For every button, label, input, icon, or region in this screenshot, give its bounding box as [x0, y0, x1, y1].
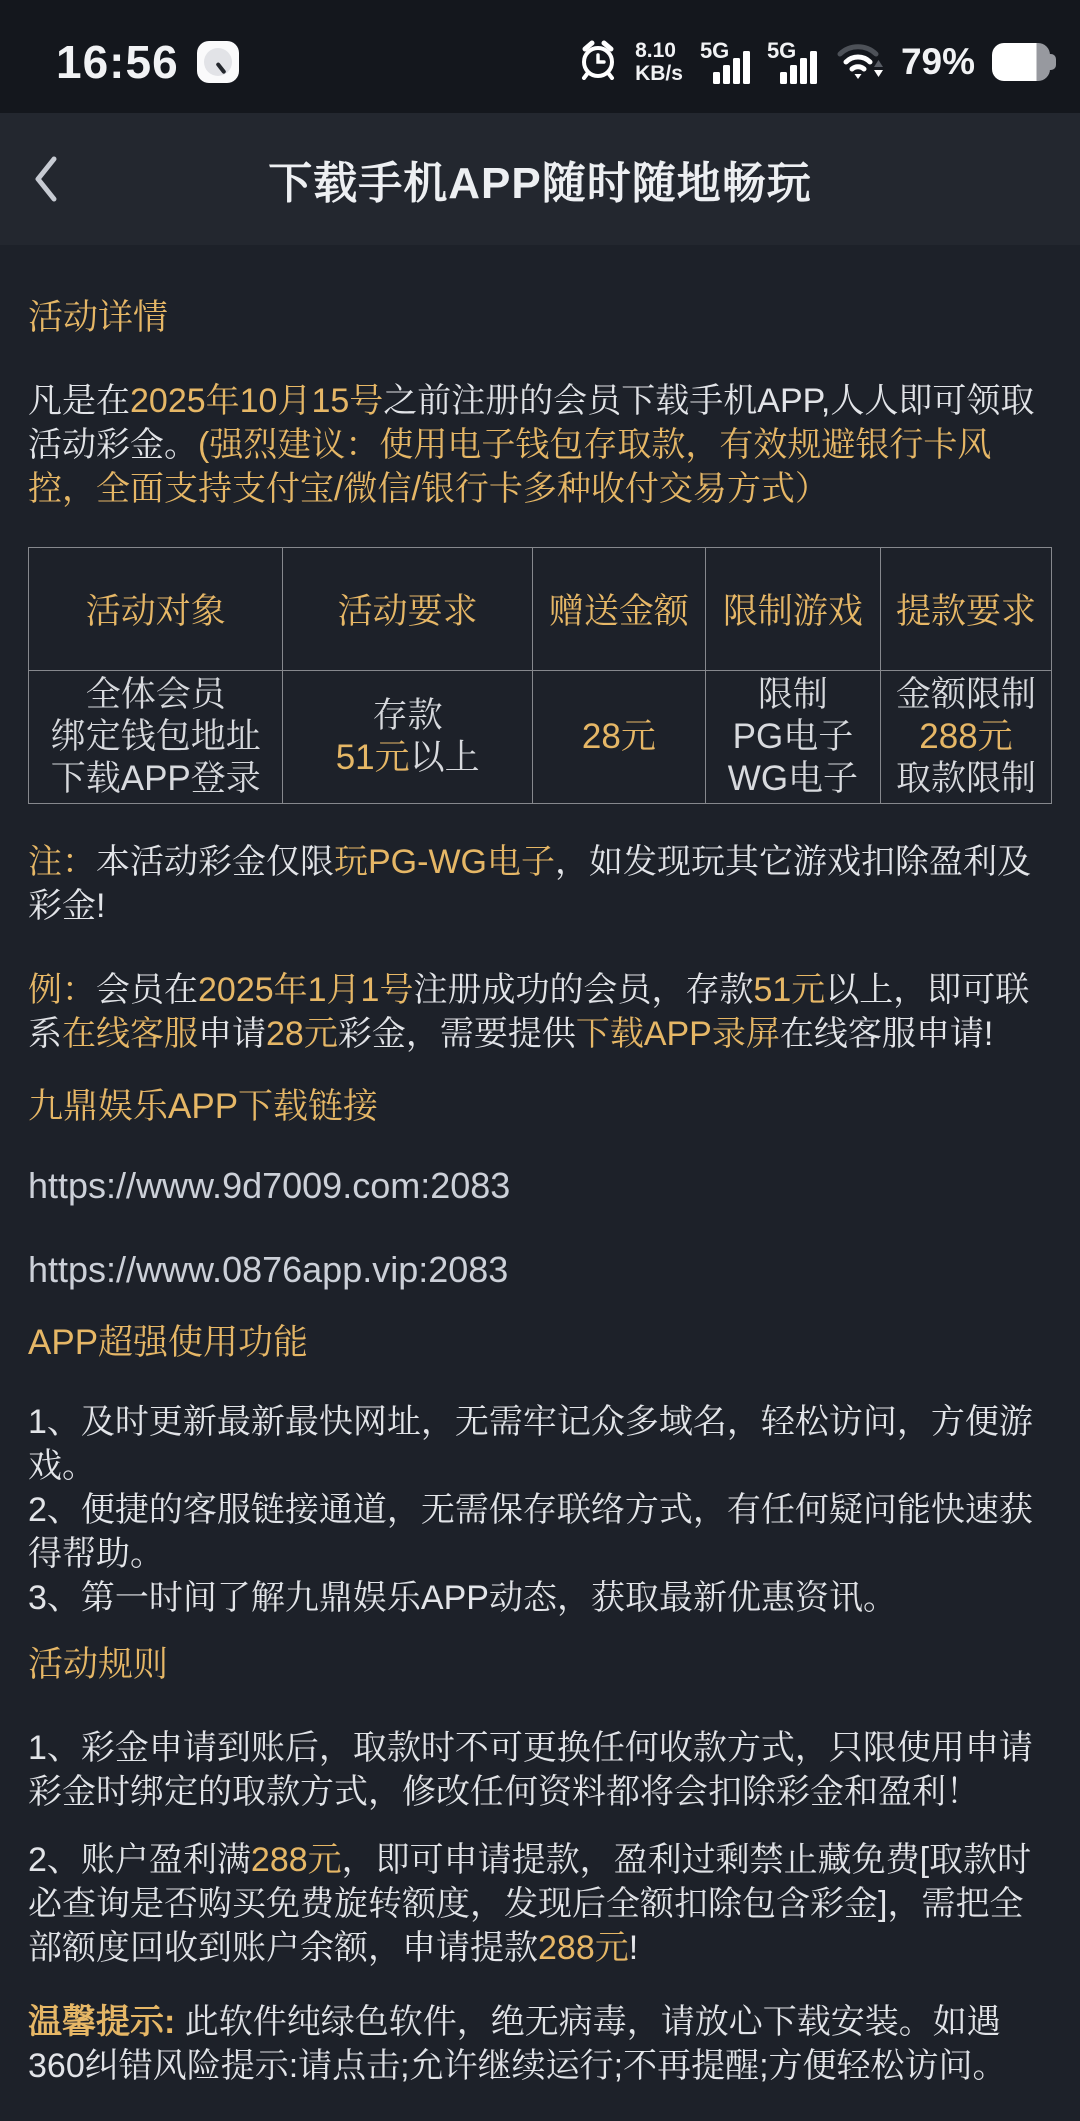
intro-paragraph: 凡是在2025年10月15号之前注册的会员下载手机APP,人人即可领取活动彩金。(强烈建议：使用电子钱包存取款，有效规避银行卡风控，全面支持支付宝/微信/银行卡多种收付交易方式）	[28, 382, 1035, 508]
table-data-row	[29, 671, 1052, 804]
sim1-signal-bars	[713, 51, 750, 84]
feature-item-3: 3、第一时间了解九鼎娱乐APP动态，获取最新优惠资讯。	[28, 1579, 897, 1617]
cell-requirement: 存款 51元以上	[283, 671, 532, 804]
table-header-games: 限制游戏	[705, 548, 880, 671]
cell-games: 限制 PG电子 WG电子	[705, 671, 880, 804]
battery-percent: 79%	[900, 40, 975, 82]
download-link-2[interactable]: https://www.0876app.vip:2083	[28, 1249, 509, 1290]
table-header-target: 活动对象	[29, 548, 283, 671]
table-header-row	[29, 548, 1052, 671]
alarm-clock-icon	[578, 38, 618, 85]
note-paragraph: 注：本活动彩金仅限玩PG-WG电子，如发现玩其它游戏扣除盈利及彩金!	[28, 843, 1031, 925]
app-bar	[0, 113, 1080, 245]
tip-paragraph: 温馨提示: 此软件纯绿色软件，绝无病毒，请放心下载安装。如遇360纠错风险提示:请点击;允许继续运行;不再提醒;方便轻松访问。	[28, 2003, 1007, 2085]
feature-item-1: 1、及时更新最新最快网址，无需牢记众多域名，轻松访问，方便游戏。	[28, 1403, 1033, 1485]
section-heading-download: 九鼎娱乐APP下载链接	[28, 1087, 379, 1126]
sim2-network-type: 5G	[766, 38, 797, 63]
network-speed	[635, 39, 683, 85]
status-bar	[0, 0, 1080, 113]
table-header-bonus: 赠送金额	[532, 548, 705, 671]
sim2-signal-bars	[780, 51, 817, 84]
cell-withdraw: 金额限制 288元 取款限制	[880, 671, 1051, 804]
promo-content	[0, 245, 1080, 2121]
network-speed-unit: KB/s	[635, 61, 683, 85]
status-bar-left	[56, 35, 239, 89]
section-heading-features: APP超强使用功能	[28, 1323, 309, 1362]
table-header-requirement: 活动要求	[283, 548, 532, 671]
section-heading-details: 活动详情	[28, 298, 169, 337]
status-bar-right	[578, 37, 1050, 86]
status-time: 16:56	[56, 35, 179, 88]
wifi-icon	[834, 37, 884, 86]
network-speed-value: 8.10	[635, 38, 676, 62]
cell-target: 全体会员 绑定钱包地址 下载APP登录	[29, 671, 283, 804]
sim1-network-type: 5G	[699, 38, 730, 63]
rule-1-paragraph: 1、彩金申请到账后，取款时不可更换任何收款方式，只限使用申请彩金时绑定的取款方式，修改任何资料都将会扣除彩金和盈利！	[28, 1729, 1033, 1811]
chevron-left-icon	[30, 153, 64, 205]
back-button[interactable]	[30, 153, 64, 205]
clock-app-icon	[197, 41, 239, 83]
cellular-signal-sim2-icon	[767, 38, 817, 85]
cell-bonus: 28元	[532, 671, 705, 804]
rule-2-paragraph: 2、账户盈利满288元，即可申请提款，盈利过剩禁止藏免费[取款时必查询是否购买免费旋转额度，发现后全额扣除包含彩金]，需把全部额度回收到账户余额，申请提款288元!	[28, 1841, 1032, 1967]
section-heading-rules: 活动规则	[28, 1645, 169, 1684]
battery-icon	[992, 43, 1050, 81]
download-link-1[interactable]: https://www.9d7009.com:2083	[28, 1165, 511, 1206]
feature-item-2: 2、便捷的客服链接通道，无需保存联络方式，有任何疑问能快速获得帮助。	[28, 1491, 1033, 1573]
cellular-signal-sim1-icon	[700, 38, 750, 85]
page-title: 下载手机APP随时随地畅玩	[268, 159, 812, 208]
features-list	[28, 1400, 1052, 1620]
example-paragraph: 例：会员在2025年1月1号注册成功的会员，存款51元以上，即可联系在线客服申请28元彩金，需要提供下载APP录屏在线客服申请!	[28, 971, 1030, 1053]
table-header-withdraw: 提款要求	[880, 548, 1051, 671]
promo-table	[28, 547, 1052, 804]
